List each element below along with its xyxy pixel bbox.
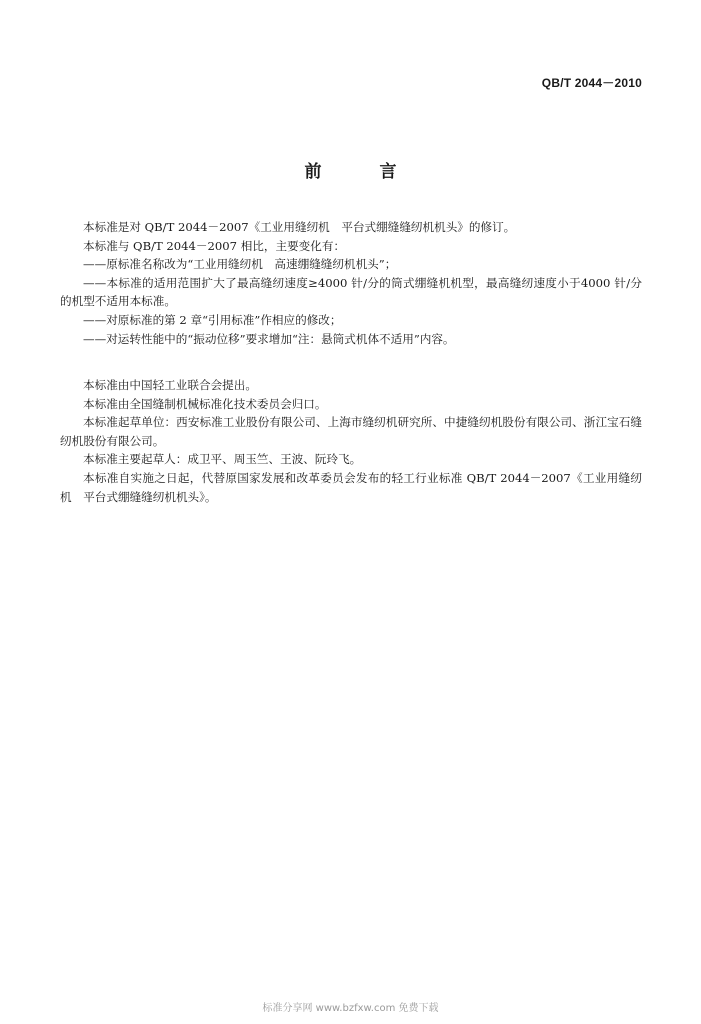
- paragraph: 本标准与 QB/T 2044－2007 相比，主要变化有：: [83, 238, 346, 253]
- change-item: ——对运转性能中的“振动位移”要求增加“注：悬筒式机体不适用”内容。: [83, 331, 455, 346]
- paragraph: 本标准自实施之日起，代替原国家发展和改革委员会发布的轻工行业标准 QB/T 2044－2007《工业用缝纫机 平台式绷缝缝纫机机头》。: [60, 470, 642, 504]
- drafting-info-section: [60, 376, 642, 506]
- changes-section: [60, 218, 642, 348]
- change-item: ——原标准名称改为“工业用缝纫机 高速绷缝缝纫机机头”；: [83, 257, 397, 272]
- change-item: ——本标准的适用范围扩大了最高缝纫速度≥4000 针/分的筒式绷缝机机型，最高缝纫速度小于4000 针/分的机型不适用本标准。: [60, 275, 642, 309]
- footer-watermark: 标准分享网 www.bzfxw.com 免费下载: [262, 1003, 439, 1014]
- paragraph: 本标准主要起草人：成卫平、周玉竺、王波、阮玲飞。: [83, 452, 362, 467]
- paragraph: 本标准由全国缝制机械标准化技术委员会归口。: [83, 396, 327, 411]
- page-title: 前 言: [304, 162, 423, 182]
- paragraph: 本标准由中国轻工业联合会提出。: [83, 378, 257, 392]
- standard-number: QB/T 2044－2010: [541, 76, 642, 90]
- paragraph: 本标准起草单位：西安标准工业股份有限公司、上海市缝纫机研究所、中捷缝纫机股份有限公司、浙江宝石缝纫机股份有限公司。: [60, 415, 642, 448]
- change-item: ——对原标准的第 2 章“引用标准”作相应的修改；: [83, 312, 342, 327]
- paragraph: 本标准是对 QB/T 2044－2007《工业用缝纫机 平台式绷缝缝纫机机头》的修订。: [83, 220, 516, 234]
